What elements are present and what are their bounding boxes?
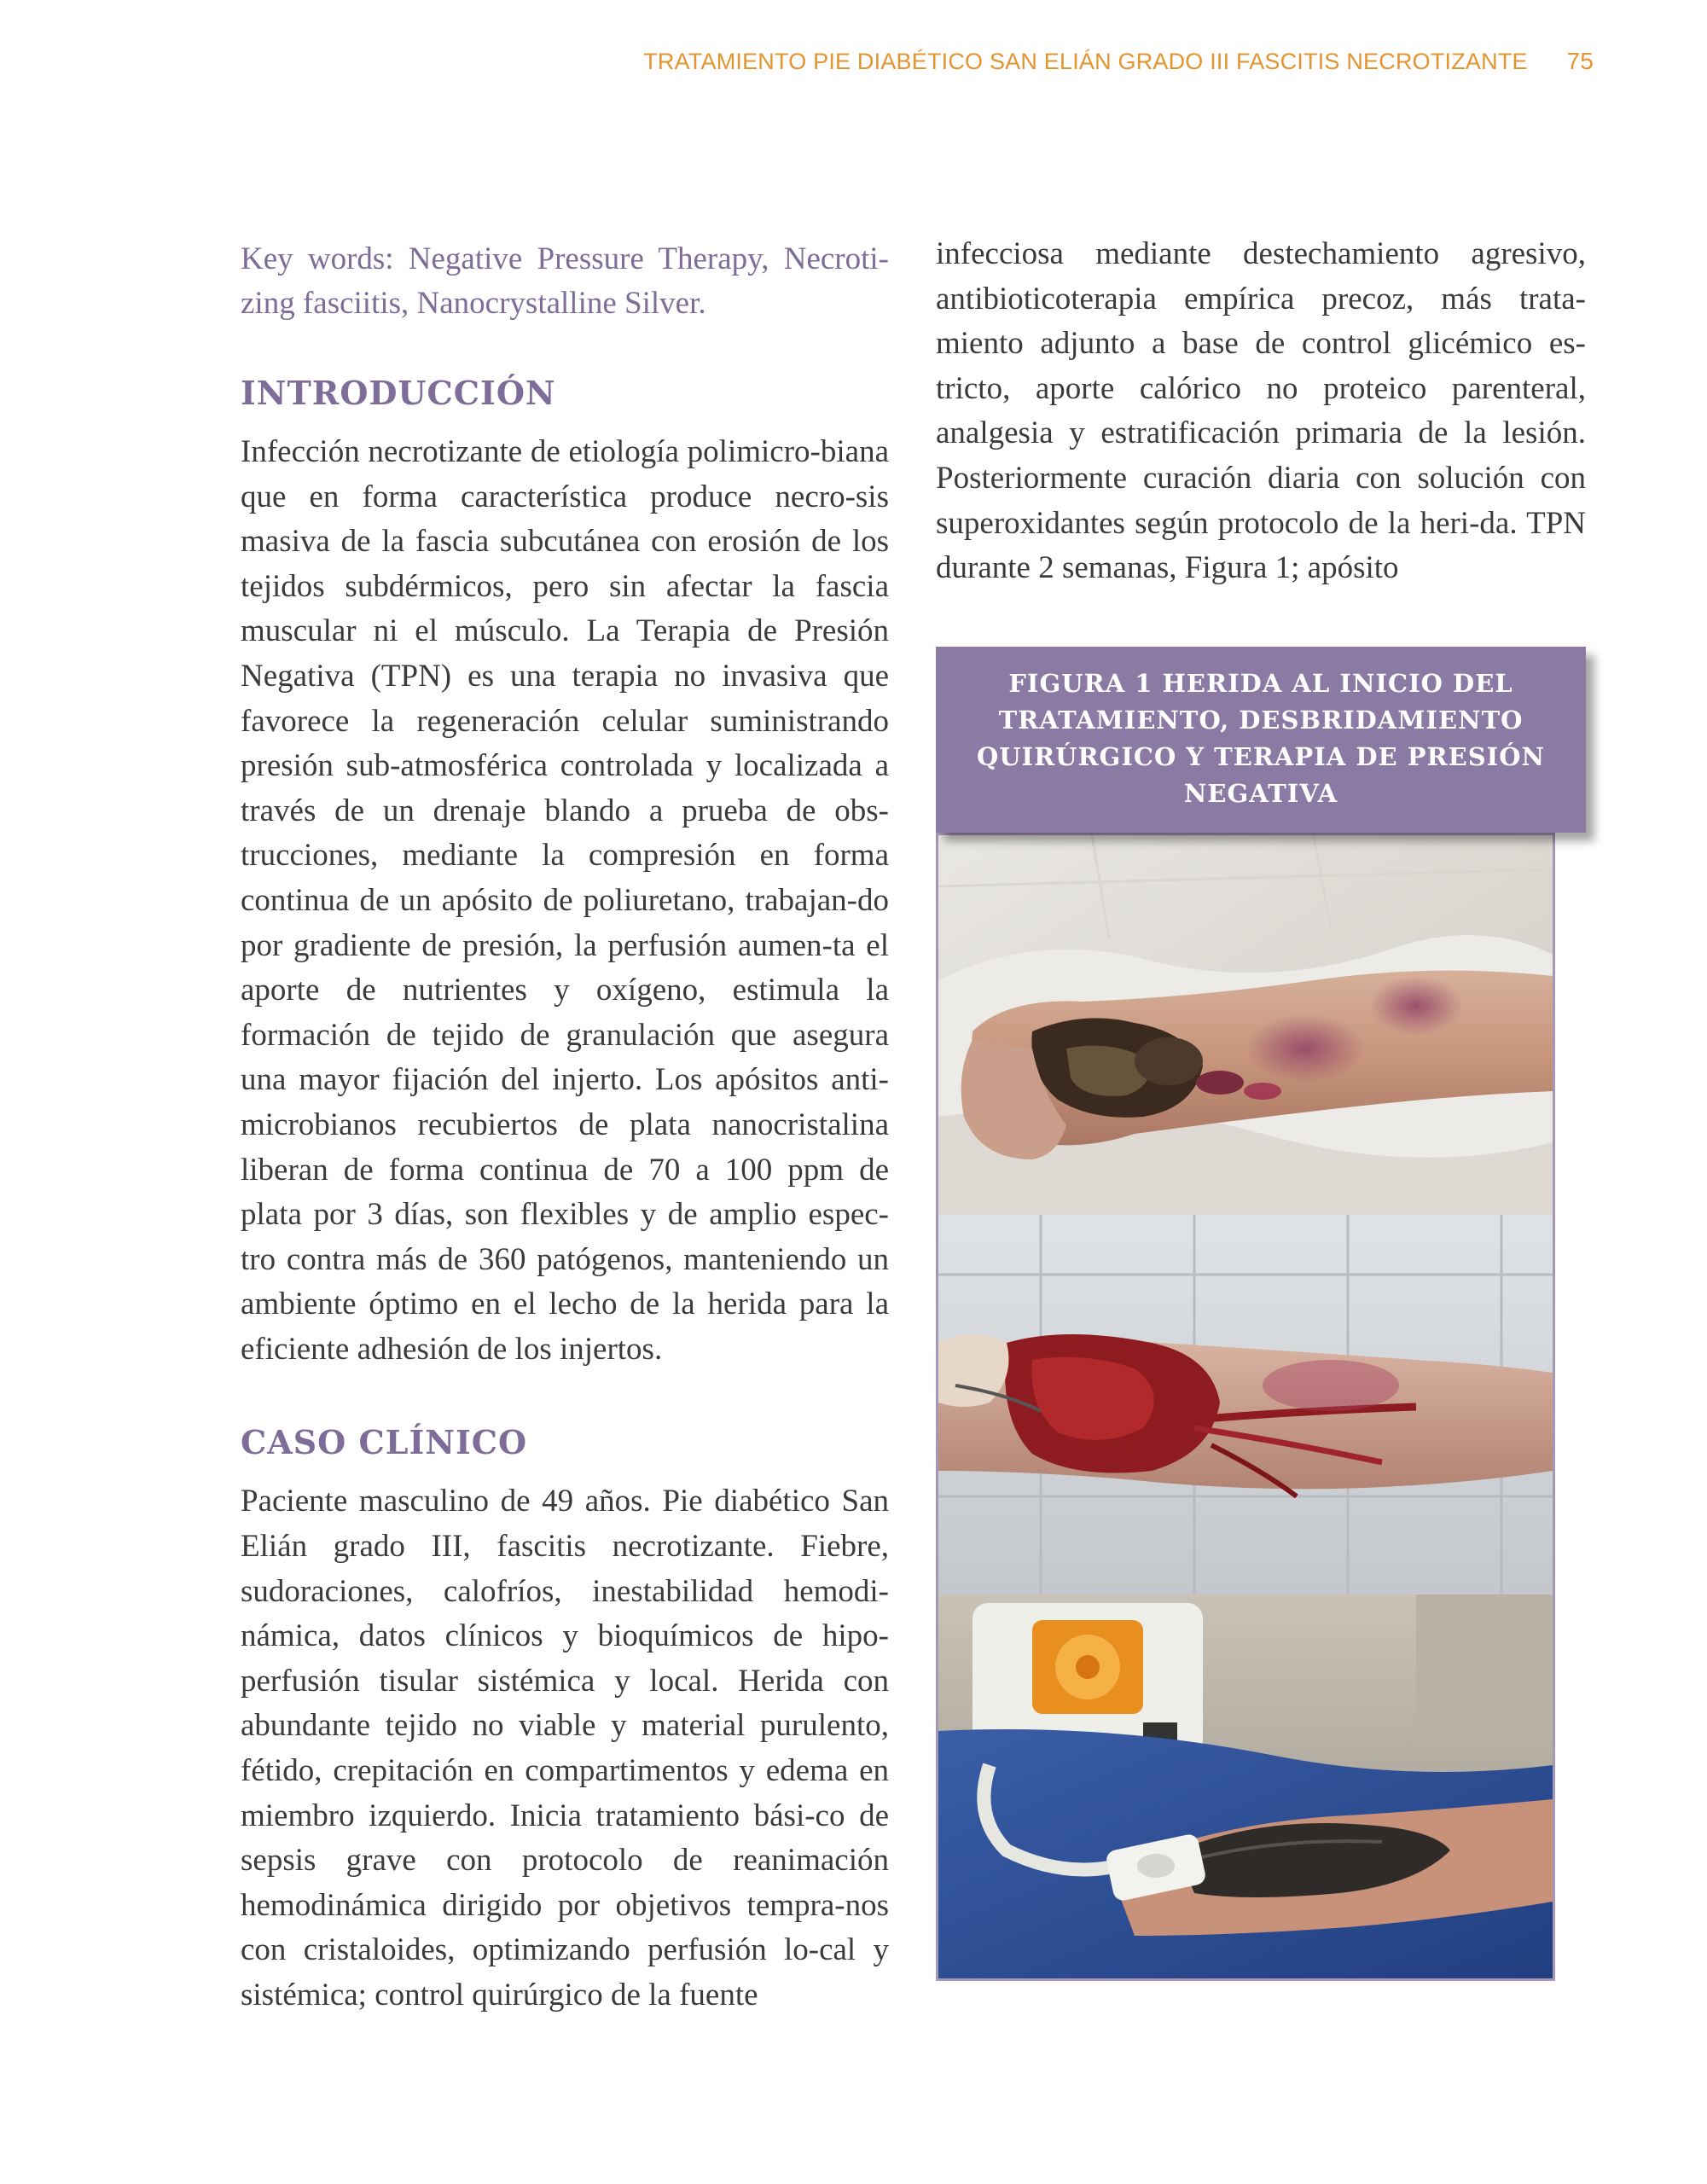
keywords: Key words: Negative Pressure Therapy, Necroti-zing fasciitis, Nanocrystalline Silver. — [241, 241, 889, 321]
right-column-text: infecciosa mediante destechamiento agresivo, antibioticoterapia empírica precoz, más trata-miento adjunto a base de control glicémico es-tricto, aporte calórico no proteico parenteral, analgesia y estratificación primaria de la lesión. Posteriormente curación diaria con solución con superoxidantes según protocolo de la heri-da. TPN durante 2 semanas, Figura 1; apósito — [936, 236, 1586, 586]
right-column — [936, 232, 1586, 591]
figure-photos — [936, 833, 1555, 1981]
photo-negative-pressure-therapy — [938, 1594, 1553, 1978]
caso-clinico-heading: CASO CLÍNICO — [241, 1423, 528, 1462]
left-column — [241, 237, 889, 2018]
introduccion-heading: INTRODUCCIÓN — [241, 374, 556, 412]
photo-wound-initial — [938, 835, 1553, 1215]
photo-surgical-debridement — [938, 1215, 1553, 1594]
introduccion-text: Infección necrotizante de etiología polimicro-biana que en forma característica produce necro-sis masiva de la fascia subcutánea con erosión de los tejidos subdérmicos, pero sin afectar la fascia muscular ni el músculo. La Terapia de Presión Negativa (TPN) es una terapia no invasiva que favorece la regeneración celular suministrando presión sub-atmosférica controlada y localizada a través de un drenaje blando a prueba de obs-trucciones, mediante la compresión en forma continua de un apósito de poliuretano, trabajan-do por gradiente de presión, la perfusión aumen-ta el aporte de nutrientes y oxígeno, estimula la formación de tejido de granulación que asegura una mayor fijación del injerto. Los apósitos anti-microbianos recubiertos de plata nanocristalina liberan de forma continua de 70 a 100 ppm de plata por 3 días, son flexibles y de amplio espec-tro contra más de 360 patógenos, manteniendo un ambiente óptimo en el lecho de la herida para la eficiente adhesión de los injertos. — [241, 434, 889, 1367]
caso-clinico-text: Paciente masculino de 49 años. Pie diabético San Elián grado III, fascitis necrotizante. Fiebre, sudoraciones, calofríos, inestabilidad hemodi-námica, datos clínicos y bioquímicos de hipo-perfusión tisular sistémica y local. Herida con abundante tejido no viable y material purulento, fétido, crepitación en compartimentos y edema en miembro izquierdo. Inicia tratamiento bási-co de sepsis grave con protocolo de reanimación hemodinámica dirigido por objetivos tempra-nos con cristaloides, optimizando perfusión lo-cal y sistémica; control quirúrgico de la fuente — [241, 1484, 889, 2013]
running-header — [0, 48, 1594, 75]
page-number: 75 — [1566, 48, 1594, 74]
running-title: TRATAMIENTO PIE DIABÉTICO SAN ELIÁN GRADO III FASCITIS NECROTIZANTE — [643, 49, 1528, 74]
figure-caption: FIGURA 1 HERIDA AL INICIO DEL TRATAMIENTO, DESBRIDAMIENTO QUIRÚRGICO Y TERAPIA DE PRESIÓN NEGATIVA — [936, 647, 1586, 833]
figure-1 — [936, 647, 1586, 1981]
